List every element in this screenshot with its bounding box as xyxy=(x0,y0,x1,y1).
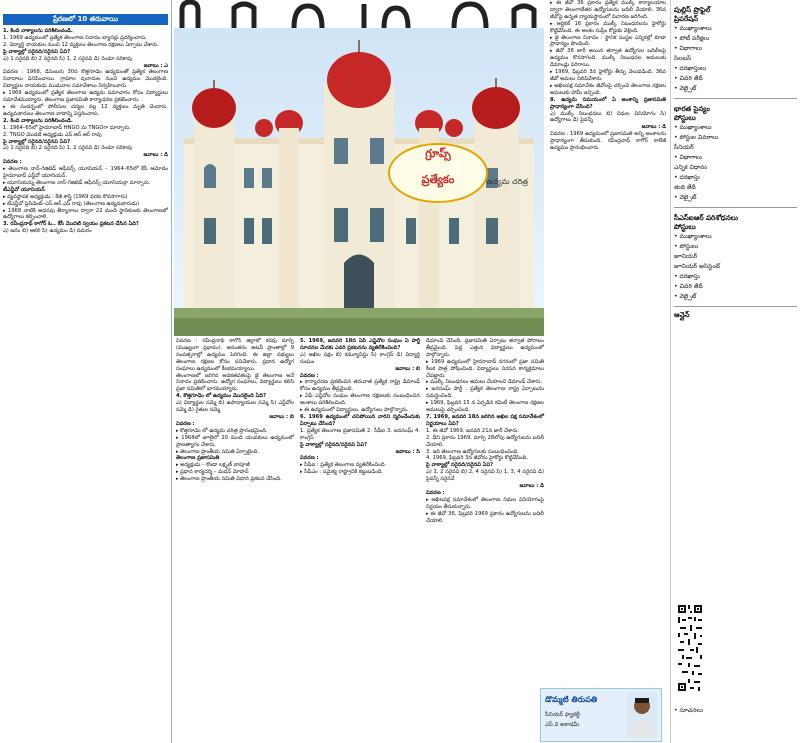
article-column-2 xyxy=(174,338,296,743)
q2-subhead: టీఎన్జీవో యూనియన్ xyxy=(3,186,45,193)
q6-answer: జవాబు : సి xyxy=(395,448,420,455)
block-1-item: • విభాగాలు xyxy=(674,44,797,54)
q2-statement-2: 2. TNGO మొదటి అధ్యక్షుడు ఎస్.ఆర్.ఆర్ రావు xyxy=(3,131,102,138)
block-1-head: పుల్లిస్ ప్రొఫైల్ xyxy=(674,6,711,14)
block-1-item: సిలబస్ xyxy=(674,55,692,62)
block-2-item: తుది తేదీ xyxy=(674,184,696,191)
q2-explanation-label: వివరణ : xyxy=(3,159,22,166)
q1-statement-2: 2. విద్యార్థి నాయకుల నుంచి 12 వ్యక్తులు తెలంగాణ రక్షణలు ఏర్పాటు చేశారు. xyxy=(3,41,159,48)
headline-text xyxy=(174,0,182,1)
block-3-item: జూనియర్ xyxy=(674,253,698,260)
col4-para-1: డిమాండ్ చేసింది. ప్రజాసమితి ఏర్పాటు తర్వాత పోరాటం తీవ్రమైంది. పెద్ద ఎత్తున విద్యార్థులు ఉద్యమంలో పాల్గొన్నారు. xyxy=(426,338,544,358)
col3-bullet-4: ▸ సీపీఐ : ప్రత్యేక తెలంగాణ వ్యతిరేకించింది. xyxy=(300,462,420,469)
q8-explanation: వివరణ : 1969 ఉద్యమంలో ప్రజాసమితి అన్ని అంశాలను ప్రాధాన్యంగా తీసుకుంది. రవీంద్రనాథ్ ఠాగోర్ కాలేజీ ఉద్యమం ప్రారంభించారు. xyxy=(550,131,666,152)
q6-ask: పై వాక్యాల్లో సరైనది/సరైనవి ఏవి? xyxy=(300,441,368,448)
block-2-item: • పోస్టుల వివరాలు xyxy=(674,133,797,143)
col3-bullet-5: ▸ సీపీఎం : సమైక్య రాష్ట్రానికి కట్టుబడింది. xyxy=(300,469,420,476)
q3-options: ఎ) జనం బి) ఆకలి సి) ఉద్యమం డి) సమరం xyxy=(3,228,92,235)
col3-bullet-2: ▸ ఏపీ ఎన్జీవోల సంఘం తెలంగాణ రక్షణలకు సంబంధించిన అంశాలు పరిశీలించింది. xyxy=(300,393,420,407)
author-institute: ఎస్ వి అకాడమీ xyxy=(545,722,580,728)
col2-bullet-4: ▸ అధ్యక్షుడు – కొండా లక్ష్మణ్ బాపూజీ xyxy=(176,462,294,469)
author-avatar xyxy=(627,692,657,738)
badge-line-2: ప్రత్యేకం xyxy=(421,173,455,186)
col4-bullet-4: ▸ 1969, ఫిబ్రవరి 15 న ఏర్పడిన కమిటీ తెలంగాణ రక్షణల అమలుపై చర్చించింది. xyxy=(426,400,544,414)
q7-explanation-label: వివరణ : xyxy=(426,489,445,496)
q7-answer: జవాబు : డి xyxy=(519,483,544,490)
block-3-item: • ముఖ్యాంశాలు xyxy=(674,232,797,242)
col4-bullet-3: ▸ జనసంఘ్ పార్టీ : ప్రత్యేక తెలంగాణ రాష్ట్ర ఏర్పాటును సమర్థించింది. xyxy=(426,386,544,400)
block-3-item: • చివరి తేదీ xyxy=(674,282,797,292)
divider xyxy=(674,306,797,307)
q1-bullet-1: ▸ 1969 ఉద్యమంలో ప్రత్యేక తెలంగాణ ఉద్యమ సమాచారం కోసం విద్యార్థులు సమావేశమయ్యారు. తెలంగాణ ప్రజాసమితి కార్యాచరణ ప్రకటించారు. xyxy=(3,90,168,104)
block-2 xyxy=(674,105,797,203)
article-column-4 xyxy=(424,338,546,743)
block-2-item: • వెబ్సైట్ xyxy=(674,193,797,203)
photo-caption: ఉద్యమ చరిత్ర xyxy=(487,177,528,186)
headline-banner xyxy=(174,0,544,28)
article-column-5 xyxy=(548,0,668,743)
col2-para-2: తెలంగాణలో జరిగిన అవకతవకలపై జై తెలంగాణ అనే నినాదం ప్రకటించారు. ఉద్యోగ సంఘాలు, విద్యార్థులు కలిసి ప్రజా సమితిలో భాగమయ్యారు. xyxy=(176,372,294,393)
col2-subhead: తెలంగాణ ప్రజాసమితి xyxy=(176,455,220,462)
article-column-3 xyxy=(298,338,422,743)
question-7: 7. 1969, జనవరి 18న జరిగిన అఖిల పక్ష సమావేశంలో నిర్ణయాలు ఏవి? xyxy=(426,413,544,427)
col4-bullet-5: ▸ అఖిలపక్ష సమావేశంలో తెలంగాణ నిధుల వినియోగంపై నిర్ణయం తీసుకున్నారు. xyxy=(426,497,544,511)
q2-bullet-4: ▸ టీఎన్జీవో ప్రెసిడెంట్–ఎస్.ఆర్.ఎస్ రావు (తెలంగాణ ఉద్యమకారుడు) xyxy=(3,201,168,208)
col2-bullet-2: ▸ 1968లో జూలైలో 20 మంది యువకులు ఉద్యమంలో ప్రాణత్యాగం చేశారు. xyxy=(176,435,294,449)
sidebar-column xyxy=(0,0,172,743)
question-1: 1. కింది వాక్యాలను పరిశీలించండి. xyxy=(3,28,73,34)
col4-bullet-2: ▸ ముల్కీ నిబంధనలు అమలు చేయాలని డిమాండ్ చేశారు. xyxy=(426,379,544,386)
block-3-item: జూనియర్ అసిస్టెంట్ xyxy=(674,263,720,270)
question-8: 8. ఉద్యమ సమయంలో ఏ అంశాన్ని ప్రజాసమితి ప్రాధాన్యంగా చేసింది? xyxy=(550,96,666,110)
q1-ask: పై వాక్యాల్లో సరైనది/సరైనవి ఏవి? xyxy=(3,48,71,55)
block-1-item: • చివరి తేదీ xyxy=(674,74,797,84)
q7-statement-2: 2. దీని ప్రకారం 1969, మార్చి 28లోపు ఉద్యోగులను బదిలీ చేయాలి. xyxy=(426,434,544,448)
block-1-item: • పోటీ పరీక్షలు xyxy=(674,34,797,44)
block-1 xyxy=(674,6,797,94)
q5-answer: జవాబు : బి xyxy=(395,365,420,372)
q1-explanation: వివరణ : 1968, డిసెంబరు 30న కొత్తగూడెం ఉద్యమంతో ప్రత్యేక తెలంగాణ నినాదాలు వినిపించాయి. గ్రామాల పునాదుల నుంచి ఉద్యమం మొదలైంది. విద్యార్థుల నాయకుడు ముడువాల సమావేశాలు నిర్వహించారు. xyxy=(3,69,168,90)
col5-bullet-3: ▸ జై తెలంగాణ నినాదం : స్థానిక సంస్థల ఎన్నికల్లో కూడా ప్రాధాన్యం పొందింది. xyxy=(550,35,666,49)
divider xyxy=(674,98,797,99)
q2-statement-1: 1. 1964–65లో హైదరాబాద్ HNGO ను TNGOగా మార్చారు. xyxy=(3,124,131,131)
block-1-item: • ముఖ్యాంశాలు xyxy=(674,24,797,34)
block-2-item: • విభాగాలు xyxy=(674,153,797,163)
col3-bullet-1: ▸ కార్యాచరణ ప్రకటించిన తరువాత ప్రత్యేక రాష్ట్ర డిమాండ్ కోసం ఉద్యమం తీవ్రమైంది. xyxy=(300,379,420,393)
col5-bullet-5: ▸ 1969, ఫిబ్రవరి 3న హైకోర్టు తీర్పు వెలువడింది. 36వ జీవో అమలు నిలిపివేశారు. xyxy=(550,69,666,83)
q7-statement-1: 1. ఈ జీవో 1969, జనవరి 21న జారీ చేశారు. xyxy=(426,427,519,434)
author-box xyxy=(540,688,662,742)
col5-bullet-4: ▸ జీవో 36 జారీ అయిన తర్వాత ఉద్యోగుల బదిలీలపై ఉద్యమం కొనసాగింది. ముల్కీ నిబంధనల అమలుకు డిమాండ్లు పెరిగాయి. xyxy=(550,48,666,69)
col3-bullet-3: ▸ ఈ ఉద్యమంలో విద్యార్థులు, ఉద్యోగులు పాల్గొన్నారు. xyxy=(300,407,420,414)
q7-statement-3: 3. ఇది తెలంగాణ ఉద్యోగులకు సంబంధించింది. xyxy=(426,448,519,455)
groups-special-badge xyxy=(388,143,488,203)
q5-explanation-label: వివరణ : xyxy=(300,372,319,379)
col5-bullet-6: ▸ అఖిలపక్ష సమావేశం జీవోలపై చర్చించి తెలంగాణ రక్షణల అమలుకు హామీ ఇచ్చింది. xyxy=(550,83,666,97)
q4-answer: జవాబు : బి xyxy=(269,413,294,420)
col5-bullet-2: ▸ ఆర్టికల్ 16 ప్రకారం ముల్కీ నిబంధనలను హైకోర్టు కొట్టివేసింది. ఈ అంశం సుప్రీం కోర్టుకు వెళ్లింది. xyxy=(550,21,666,35)
block-3-item: • వెబ్సైట్ xyxy=(674,292,797,302)
q4-options: ఎ) విద్యార్థుల సమ్మె బి) ఉపాధ్యాయుల సమ్మె సి) ఎన్జీవోల సమ్మె డి) రైతుల సమ్మె xyxy=(176,400,294,414)
q1-options: ఎ) 1 సరైనది బి) 2 సరైనది సి) 1, 2 సరైనవి డి) రెండూ సరికావు xyxy=(3,55,133,62)
q1-statement-1: 1. 1969 ఉద్యమంలో ప్రత్యేక తెలంగాణ నినాదం బ్యానర్లు ప్రదర్శించారు. xyxy=(3,34,147,41)
block-3 xyxy=(674,214,797,302)
sidebar-title: ప్రేరణలో 10 తరువాయి xyxy=(3,14,168,25)
block-1-sub: ప్రిపరేషన్ xyxy=(674,15,699,23)
q6-explanation-label: వివరణ : xyxy=(300,455,319,462)
block-3-item: • పోస్టులు xyxy=(674,242,797,252)
q6-options: 1. ప్రత్యేక తెలంగాణ ప్రజాసమితి 2. సీపీఐ 3. జనసంఘ్ 4. కాంగ్రెస్ xyxy=(300,427,420,441)
q7-statement-4: 4. 1969, ఫిబ్రవరి 3న జీవోను హైకోర్టు కొట్టివేసింది. xyxy=(426,455,528,462)
q1-answer: జవాబు : ఎ xyxy=(143,62,168,69)
col2-bullet-1: ▸ కొత్తగూడెం లో ఉద్యమ చరిత్ర ప్రారంభమైంది. xyxy=(176,428,294,435)
q2-bullet-3: ▸ వ్యవస్థాపక అధ్యక్షుడు : కేజీ శాస్త్రి (1969 వరకు కొనసాగారు) xyxy=(3,194,168,201)
q7-ask: పై వాక్యాల్లో సరైనది/సరైనవి ఏవి? xyxy=(426,462,494,469)
question-6: 6. 1969 ఉద్యమంలో చనిపోయిన వారిని స్మరించేందుకు ఏర్పాటు చేసింది? xyxy=(300,413,420,427)
col2-para-1: వివరణ : రవీంద్రనాథ్ ఠాగోర్ జిల్లాలో కరవు మార్చి (ముఖ్యంగా ప్రభావం). అనంతరం అటవీ ప్రాంతాల్లో 9 సంవత్సరాల్లో ఉద్యమం పెరిగింది. ఈ జిల్లా సభ్యులు తెలంగాణ రక్షణల కోసం పనిచేశారు. ప్రధాన ఉద్యోగ సంఘాలు ఉద్యమంలో కీలకమయ్యాయి. xyxy=(176,338,294,372)
col4-bullet-6: ▸ ఈ జీవో 36, ఫిబ్రవరి 1969 ప్రకారం ఉద్యోగులను బదిలీ చేయాలి. xyxy=(426,511,544,525)
q8-options: ఎ) ముల్కీ నిబంధనలు బి) నిధుల వినియోగం సి) ఉద్యోగాలు డి) పైవన్నీ xyxy=(550,110,666,124)
block-2-sub: పోస్టులు xyxy=(674,114,696,122)
block-3-head: సీఎస్ఐఆర్ పరిశోధనలు xyxy=(674,214,739,222)
block-2-item: ఎన్నిక విధానం xyxy=(674,164,708,171)
q2-bullet-1: ▸ తెలంగాణ నాన్-గెజిటెడ్ ఆఫీసర్స్ యూనియన్ – 1964–65లో కేసీ ఆమోదం హైదరాబాద్ ఎన్జీవో యూనియన్. xyxy=(3,166,168,180)
author-name: డొమ్మటి తిరుపతి xyxy=(545,695,598,704)
q7-options: ఎ) 1, 2 సరైనవి బి) 2, 4 సరైనవి సి) 1, 3, 4 సరైనవి డి) పైవన్నీ సరైనవే xyxy=(426,469,544,483)
col5-bullet-1: ▸ ఈ జీవో 36 ప్రకారం ప్రత్యేక ముల్కీ కార్యాలయాల ద్వారా తెలంగాణేతర ఉద్యోగులను బదిలీ చేయాలి. 36వ జీవోపై ఉన్నత న్యాయస్థానంలో విచారణ జరిగింది. xyxy=(550,0,666,21)
block-1-item: • దరఖాస్తులు xyxy=(674,64,797,74)
q2-bullet-2: ▸ యూనియన్ను తెలంగాణ నాన్-గెజిటెడ్ ఆఫీసర్స్ యూనియన్గా మార్చారు. xyxy=(3,180,168,187)
q8-answer: జవాబు : డి xyxy=(641,124,666,131)
question-4: 4. కొత్తగూడెం లో ఉద్యమం మొదలైంది ఏది? xyxy=(176,393,267,400)
question-5: 5. 1969, జనవరి 18న ఏపీ ఎన్జీవోల సంఘం ఏ పార్టీ సూచనల మేరకు ఎవరి ప్రకటనను వ్యతిరేకించింది? xyxy=(300,338,420,351)
q4-explanation-label: వివరణ : xyxy=(176,420,195,427)
col4-bullet-1: ▸ 1969 ఉద్యమంలో హైదరాబాద్ నగరంలో ప్రజా సమితి కీలక పాత్ర పోషించింది. విద్యార్థులు నిరసన కార్యక్రమాలు చేపట్టారు. xyxy=(426,359,544,380)
question-3: 3. రవీంద్రనాథ్ ఠాగోర్ ఓ.. కేసీ మొదటి స్వయం ప్రకటన చేసిన ఏది? xyxy=(3,221,139,228)
block-2-item: • దరఖాస్తు xyxy=(674,173,797,183)
q2-answer: జవాబు : డి xyxy=(143,152,168,159)
headline-glyphs xyxy=(174,0,544,28)
col2-bullet-5: ▸ ప్రధాన కార్యదర్శి – మదన్ మోహన్ xyxy=(176,469,294,476)
q1-bullet-2: ▸ ఈ సందర్భంలో పోలీసుల చర్యల వల్ల 12 వ్యక్తులు మృతి చెందారు. ఉద్యమకారులు తెలంగాణ వాదాన్ని విస్తరించారు. xyxy=(3,104,168,118)
block-3-item: • దరఖాస్తు xyxy=(674,272,797,282)
block-2-head: భారత సైన్యం xyxy=(674,105,710,113)
block-1-item: • వెబ్సైట్ xyxy=(674,84,797,94)
qr-code-icon[interactable] xyxy=(676,603,704,693)
block-4-footer: • సూచనలు xyxy=(674,707,703,714)
q2-ask: పై వాక్యాల్లో సరైనది/సరైనవి ఏవి? xyxy=(3,138,71,145)
divider xyxy=(674,207,797,208)
block-2-item: • ముఖ్యాంశాలు xyxy=(674,123,797,133)
block-3-sub: పోస్టులు xyxy=(674,223,696,231)
col2-bullet-6: ▸ తెలంగాణ ప్రాంతీయ సమితి విధాన ప్రకటన చేసింది. xyxy=(176,476,294,483)
badge-line-1: గ్రూప్స్ xyxy=(425,147,451,160)
author-role: సీనియర్ ఫ్యాకల్టీ xyxy=(545,712,580,718)
q5-options: ఎ) అఖిల పక్షం బి) కమ్యూనిస్టు సి) కాంగ్రెస్ డి) విద్యార్థి సంఘం xyxy=(300,351,420,365)
block-4-head: ఆన్లైన్ xyxy=(674,311,690,319)
block-2-item: సీనియర్ xyxy=(674,144,694,151)
question-2: 2. కింది వాక్యాలను పరిశీలించండి. xyxy=(3,117,73,124)
q2-bullet-5: ▸ 1968 నాటికి అదనపు తీర్మానాలు ద్వారా 22 మంది స్థానికులకు తెలంగాణలో ఉద్యోగాలు కల్పించాలి. xyxy=(3,208,168,222)
q2-options: ఎ) 1 సరైనది బి) 2 సరైనది సి) 1, 2 సరైనవి డి) రెండూ సరికావు xyxy=(3,145,133,152)
col2-bullet-3: ▸ తెలంగాణ ప్రాంతీయ సమితి ఏర్పాటైంది. xyxy=(176,449,294,456)
